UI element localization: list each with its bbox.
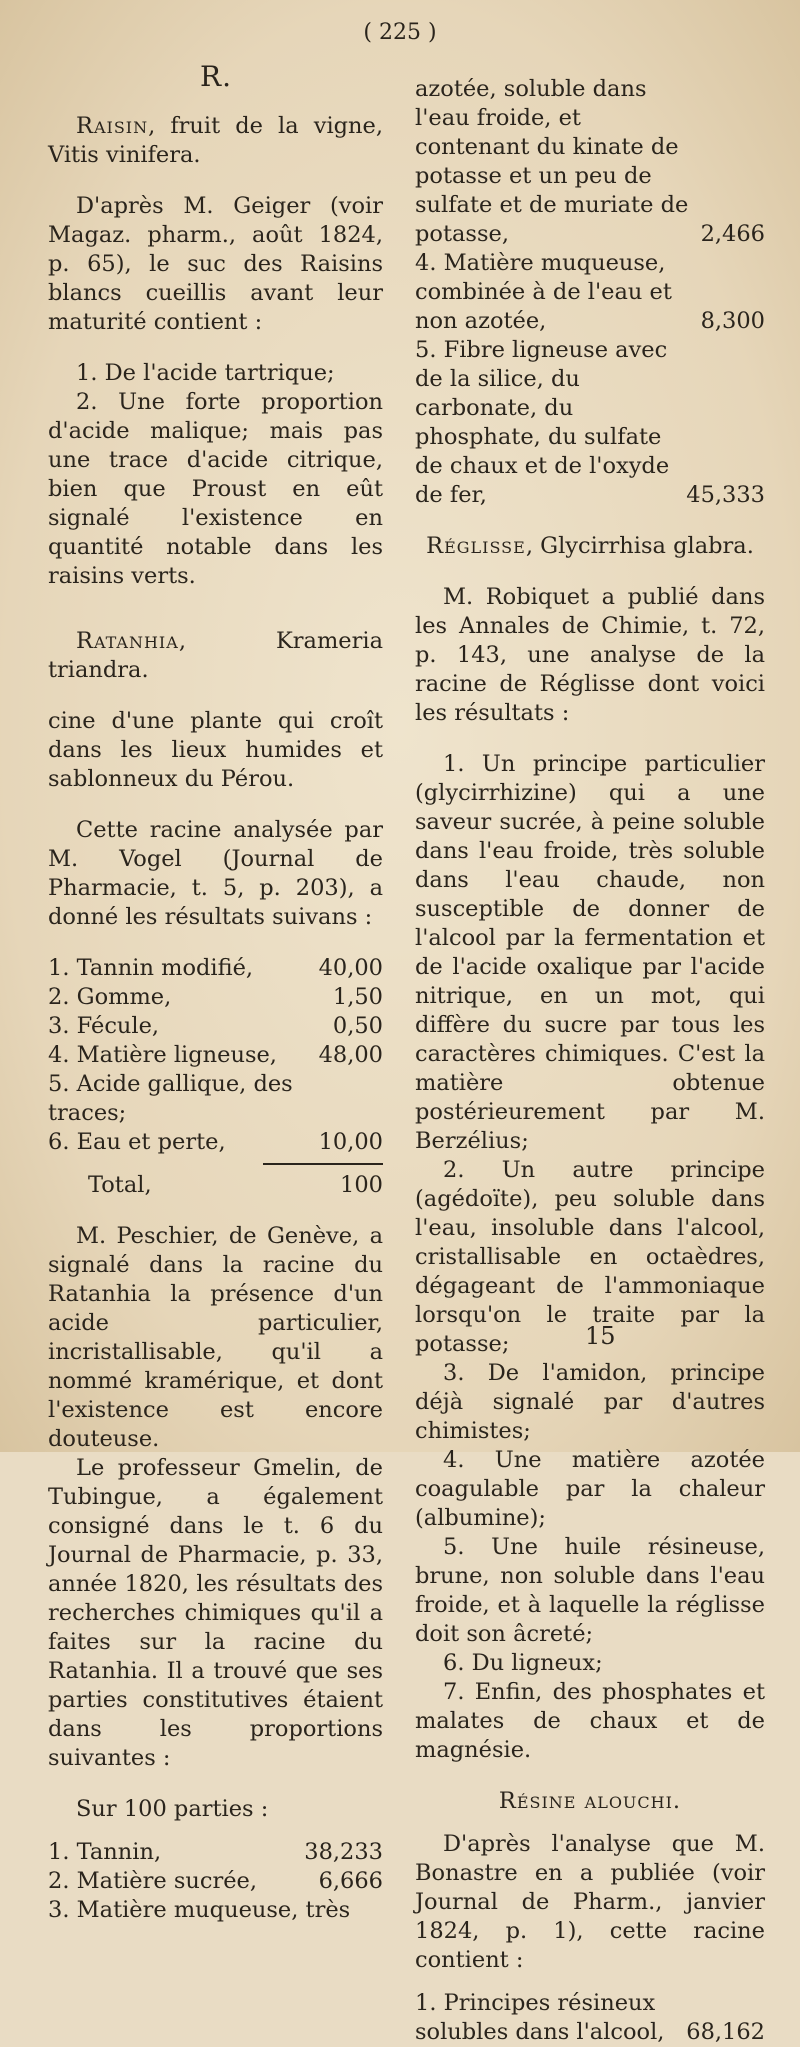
entry-ratanhia-rest: , Krameria triandra. (48, 628, 383, 683)
robiquet-item: 7. Enfin, des phosphates et malates de chaux et de magnésie. (415, 1679, 765, 1763)
row-label: 6. Eau et perte, (48, 1129, 226, 1155)
vogel-paragraph: Cette racine analysée par M. Vogel (Journal de Pharmacie, t. 5, p. 203), a donné les résultats suivans : (48, 817, 383, 930)
robiquet-item: 1. Un principe particulier (glycirrhizine) qui a une saveur sucrée, à peine soluble dans l'eau froide, très soluble dans l'eau chaude, non susceptible de donner de l'alcool par la fermentation et de l'acide oxalique par l'acide nitrique, en un mot, qui diffère du sucre par tous les caractères chimiques. C'est la matière obtenue postérieurement par M. Berzélius; (415, 751, 765, 1154)
peschier-paragraph: M. Peschier, de Genève, a signalé dans la racine du Ratanhia la présence d'un acide particulier, incristallisable, qu'il a nommé kramérique, et dont l'existence est encore douteuse. (48, 1223, 383, 1452)
raisin-paragraph: D'après M. Geiger (voir Magaz. pharm., août 1824, p. 65), le suc des Raisins blancs cueillis avant leur maturité contient : (48, 193, 383, 335)
robiquet-item: 4. Une matière azotée coagulable par la chaleur (albumine); (415, 1447, 765, 1531)
vogel-row (48, 1128, 383, 1157)
entry-raisin-rest: , fruit de la vigne, Vitis vinifera. (48, 113, 383, 168)
gmelin-row (48, 1896, 383, 1925)
row-value: 2,466 (700, 221, 765, 247)
signature-mark: 15 (585, 1322, 616, 1350)
robiquet-item: 2. Un autre principe (agédoïte), peu soluble dans l'eau, insoluble dans l'alcool, cristallisable en octaèdres, dégageant de l'ammoniaque lorsqu'on le traite par la potasse; (415, 1157, 765, 1357)
row-label: 3. Fécule, (48, 1013, 160, 1039)
total-value: 100 (340, 1172, 383, 1198)
vogel-total-row (48, 1171, 383, 1200)
total-rule (263, 1163, 383, 1165)
gmelin-paragraph: Le professeur Gmelin, de Tubingue, a également consigné dans le t. 6 du Journal de Pharmacie, p. 33, année 1820, les résultats des recherches chimiques qu'il a faites sur la racine du Ratanhia. Il a trouvé que ses parties constitutives étaient dans les proportions suivantes : (48, 1455, 383, 1771)
robiquet-item: 6. Du ligneux; (443, 1650, 603, 1676)
gmelin-row (48, 1838, 383, 1867)
entry-reglisse-rest: , Glycirrhisa glabra. (525, 533, 754, 559)
row-value: 10,00 (318, 1129, 383, 1155)
vogel-row (48, 954, 383, 983)
entry-raisin-title: Raisin (76, 113, 149, 139)
row-value: 45,333 (686, 482, 765, 508)
row-value: 40,00 (318, 955, 383, 981)
row-value: 0,50 (332, 1013, 383, 1039)
sur-100-label: Sur 100 parties : (76, 1796, 269, 1822)
vogel-table (48, 954, 383, 1200)
robiquet-paragraph: M. Robiquet a publié dans les Annales de Chimie, t. 72, p. 143, une analyse de la racine de Réglisse dont voici les résultats : (415, 584, 765, 726)
row-label: 1. Tannin modifié, (48, 955, 254, 981)
row-label: 3. Matière muqueuse, très (48, 1897, 351, 1923)
row-label: 5. Fibre ligneuse avec de la silice, du carbonate, du phosphate, du sulfate de chaux et de l'oxyde de fer, (415, 337, 670, 508)
cont-row (415, 336, 765, 510)
vogel-row (48, 983, 383, 1012)
entry-resine-alouchi: Résine alouchi. (498, 1788, 682, 1814)
cont-row (415, 75, 765, 249)
cont-row (415, 249, 765, 336)
row-value: 68,162 (686, 2019, 765, 2045)
bonastre-paragraph: D'après l'analyse que M. Bonastre en a publiée (voir Journal de Pharm., janvier 1824, p. 1), cette racine contient : (415, 1831, 765, 1973)
row-value: 48,00 (318, 1042, 383, 1068)
raisin-item-2: 2. Une forte proportion d'acide malique; mais pas une trace d'acide citrique, bien que Proust en eût signalé l'existence en quantité notable dans les raisins verts. (48, 389, 383, 589)
bonastre-row (415, 1989, 765, 2047)
entry-raisin (48, 112, 383, 170)
row-label: azotée, soluble dans l'eau froide, et contenant du kinate de potasse et un peu de sulfate et de muriate de potasse, (415, 76, 689, 247)
row-value: 1,50 (332, 984, 383, 1010)
row-label: 2. Gomme, (48, 984, 172, 1010)
row-label: 1. Principes résineux solubles dans l'alcool, (415, 1990, 665, 2045)
ratanhia-definition: cine d'une plante qui croît dans les lieux humides et sablonneux du Pérou. (48, 708, 383, 792)
gmelin-table (48, 1838, 383, 1925)
page-number: ( 225 ) (363, 20, 437, 45)
row-label: 2. Matière sucrée, (48, 1868, 258, 1894)
vogel-row (48, 1012, 383, 1041)
row-label: 4. Matière muqueuse, combinée à de l'eau et non azotée, (415, 250, 672, 334)
vogel-row (48, 1041, 383, 1070)
row-value: 8,300 (700, 308, 765, 334)
right-column (415, 75, 765, 2047)
row-value: 6,666 (318, 1868, 383, 1894)
robiquet-item: 5. Une huile résineuse, brune, non soluble dans l'eau froide, et à laquelle la réglisse doit son âcreté; (415, 1534, 765, 1647)
left-column (48, 112, 383, 1925)
gmelin-row (48, 1867, 383, 1896)
section-letter: R. (200, 60, 232, 93)
row-value: 38,233 (304, 1839, 383, 1865)
raisin-item-1: 1. De l'acide tartrique; (76, 360, 335, 386)
total-label: Total, (88, 1172, 152, 1198)
entry-ratanhia-title: Ratanhia (76, 628, 179, 654)
entry-reglisse (415, 532, 765, 561)
vogel-row (48, 1070, 383, 1128)
row-label: 1. Tannin, (48, 1839, 162, 1865)
row-label: 5. Acide gallique, des traces; (48, 1071, 293, 1126)
robiquet-item: 3. De l'amidon, principe déjà signalé par d'autres chimistes; (415, 1360, 765, 1444)
entry-reglisse-title: Réglisse (426, 533, 526, 559)
entry-ratanhia (48, 627, 383, 685)
row-label: 4. Matière ligneuse, (48, 1042, 277, 1068)
